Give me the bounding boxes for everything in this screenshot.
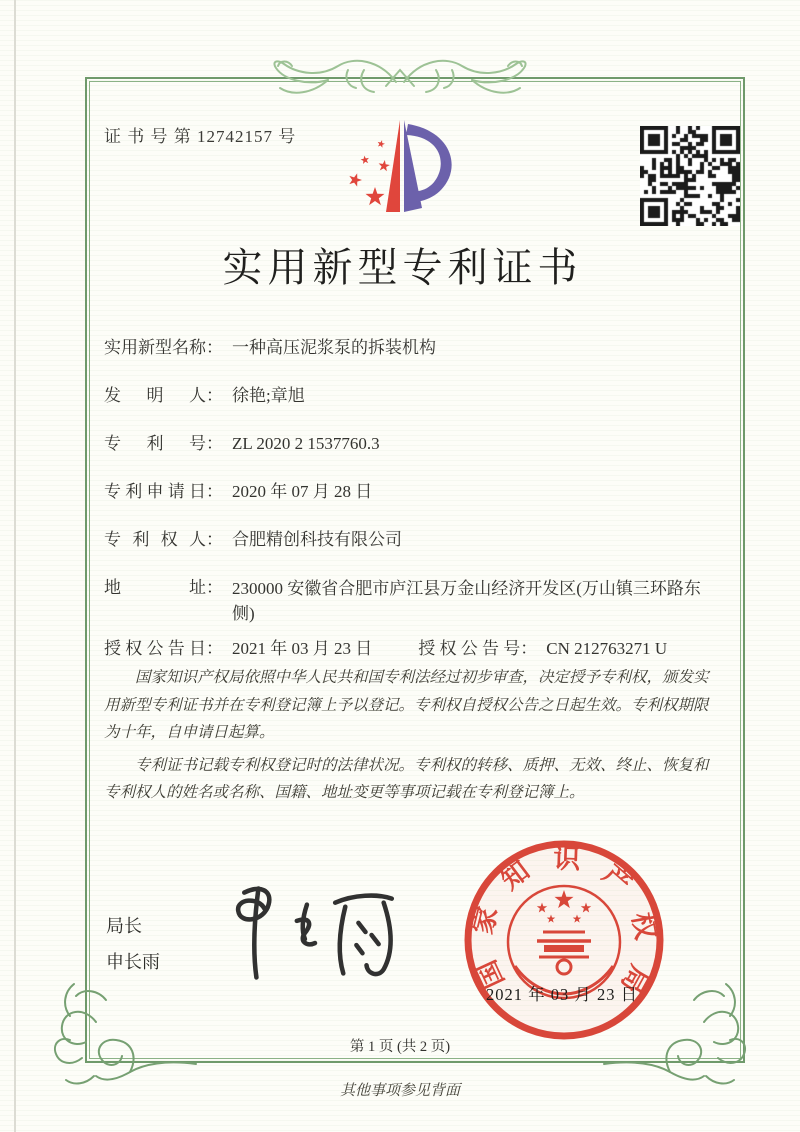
field-colon: ： [206,482,223,501]
certificate-title: 实用新型专利证书 [222,245,583,290]
field-colon: ： [206,386,223,405]
paper-edge [14,0,16,1132]
field-label: 专利号 [104,434,206,453]
cnipa-official-seal [458,834,670,1046]
field-colon: ： [206,434,223,453]
field-colon: ： [206,530,223,549]
field-value: 2021 年 03 月 23 日 [232,639,373,658]
seal-date: 2021 年 03 月 23 日 [486,985,639,1004]
field-value: 230000 安徽省合肥市庐江县万金山经济开发区(万山镇三环路东侧) [232,579,701,623]
qr-code [640,126,740,226]
field-label: 专利申请日 [104,482,206,501]
field-label: 授权公告日 [104,639,206,658]
field-value: 2020 年 07 月 28 日 [232,482,373,501]
field-row-filing-date [104,480,722,504]
svg-text:产: 产 [597,858,638,900]
field-colon: ： [520,639,538,658]
field-row-patent-name [104,336,722,360]
signer-name: 申长雨 [106,952,160,972]
field-value: CN 212763271 U [546,639,668,658]
field-row-patent-no [104,432,722,456]
certificate-number: 证 书 号 第 12742157 号 [104,127,297,146]
director-signature [214,878,416,990]
field-colon: ： [206,338,223,357]
field-label: 地址 [104,578,206,597]
field-value: ZL 2020 2 1537760.3 [232,434,380,453]
field-value: 一种高压泥浆泵的拆装机构 [232,338,436,357]
field-row-grant [104,637,722,661]
svg-text:知: 知 [495,855,536,896]
page-number: 第 1 页 (共 2 页) [349,1039,451,1055]
svg-text:局: 局 [615,960,655,999]
field-row-inventor [104,384,722,408]
field-label: 发明人 [104,386,206,405]
svg-text:识: 识 [552,843,581,875]
signer-title: 局长 [106,916,142,936]
field-colon: ： [206,639,223,658]
field-label: 授权公告号 [418,639,521,658]
certificate-fields [104,336,722,685]
cnipa-logo-icon [336,108,462,230]
field-colon: ： [206,578,223,597]
legal-paragraph-2: 专利证书记载专利权登记时的法律状况。专利权的转移、质押、无效、终止、恢复和专利权人的姓名或名称、国籍、地址变更等事项记载在专利登记簿上。 [104,756,709,802]
field-row-address [104,576,722,626]
svg-text:国: 国 [471,955,510,993]
floral-corner-ornament-icon [46,972,198,1088]
back-side-note: 其他事项参见背面 [339,1083,460,1099]
legal-text [104,664,718,812]
field-row-patentee [104,528,722,552]
field-value: 合肥精创科技有限公司 [232,530,402,549]
svg-text:家: 家 [467,903,504,938]
field-value: 徐艳;章旭 [232,386,305,405]
legal-paragraph-1: 国家知识产权局依照中华人民共和国专利法经过初步审查，决定授予专利权，颁发实用新型专利证书并在专利登记簿上予以登记。专利权自授权公告之日起生效。专利权期限为十年，自申请日起算。 [104,669,709,742]
signer-block [106,908,160,980]
dragon-flourish-ornament-icon [268,40,532,102]
svg-text:权: 权 [626,910,661,942]
field-label: 实用新型名称 [104,338,206,357]
field-label: 专利权人 [104,530,206,549]
